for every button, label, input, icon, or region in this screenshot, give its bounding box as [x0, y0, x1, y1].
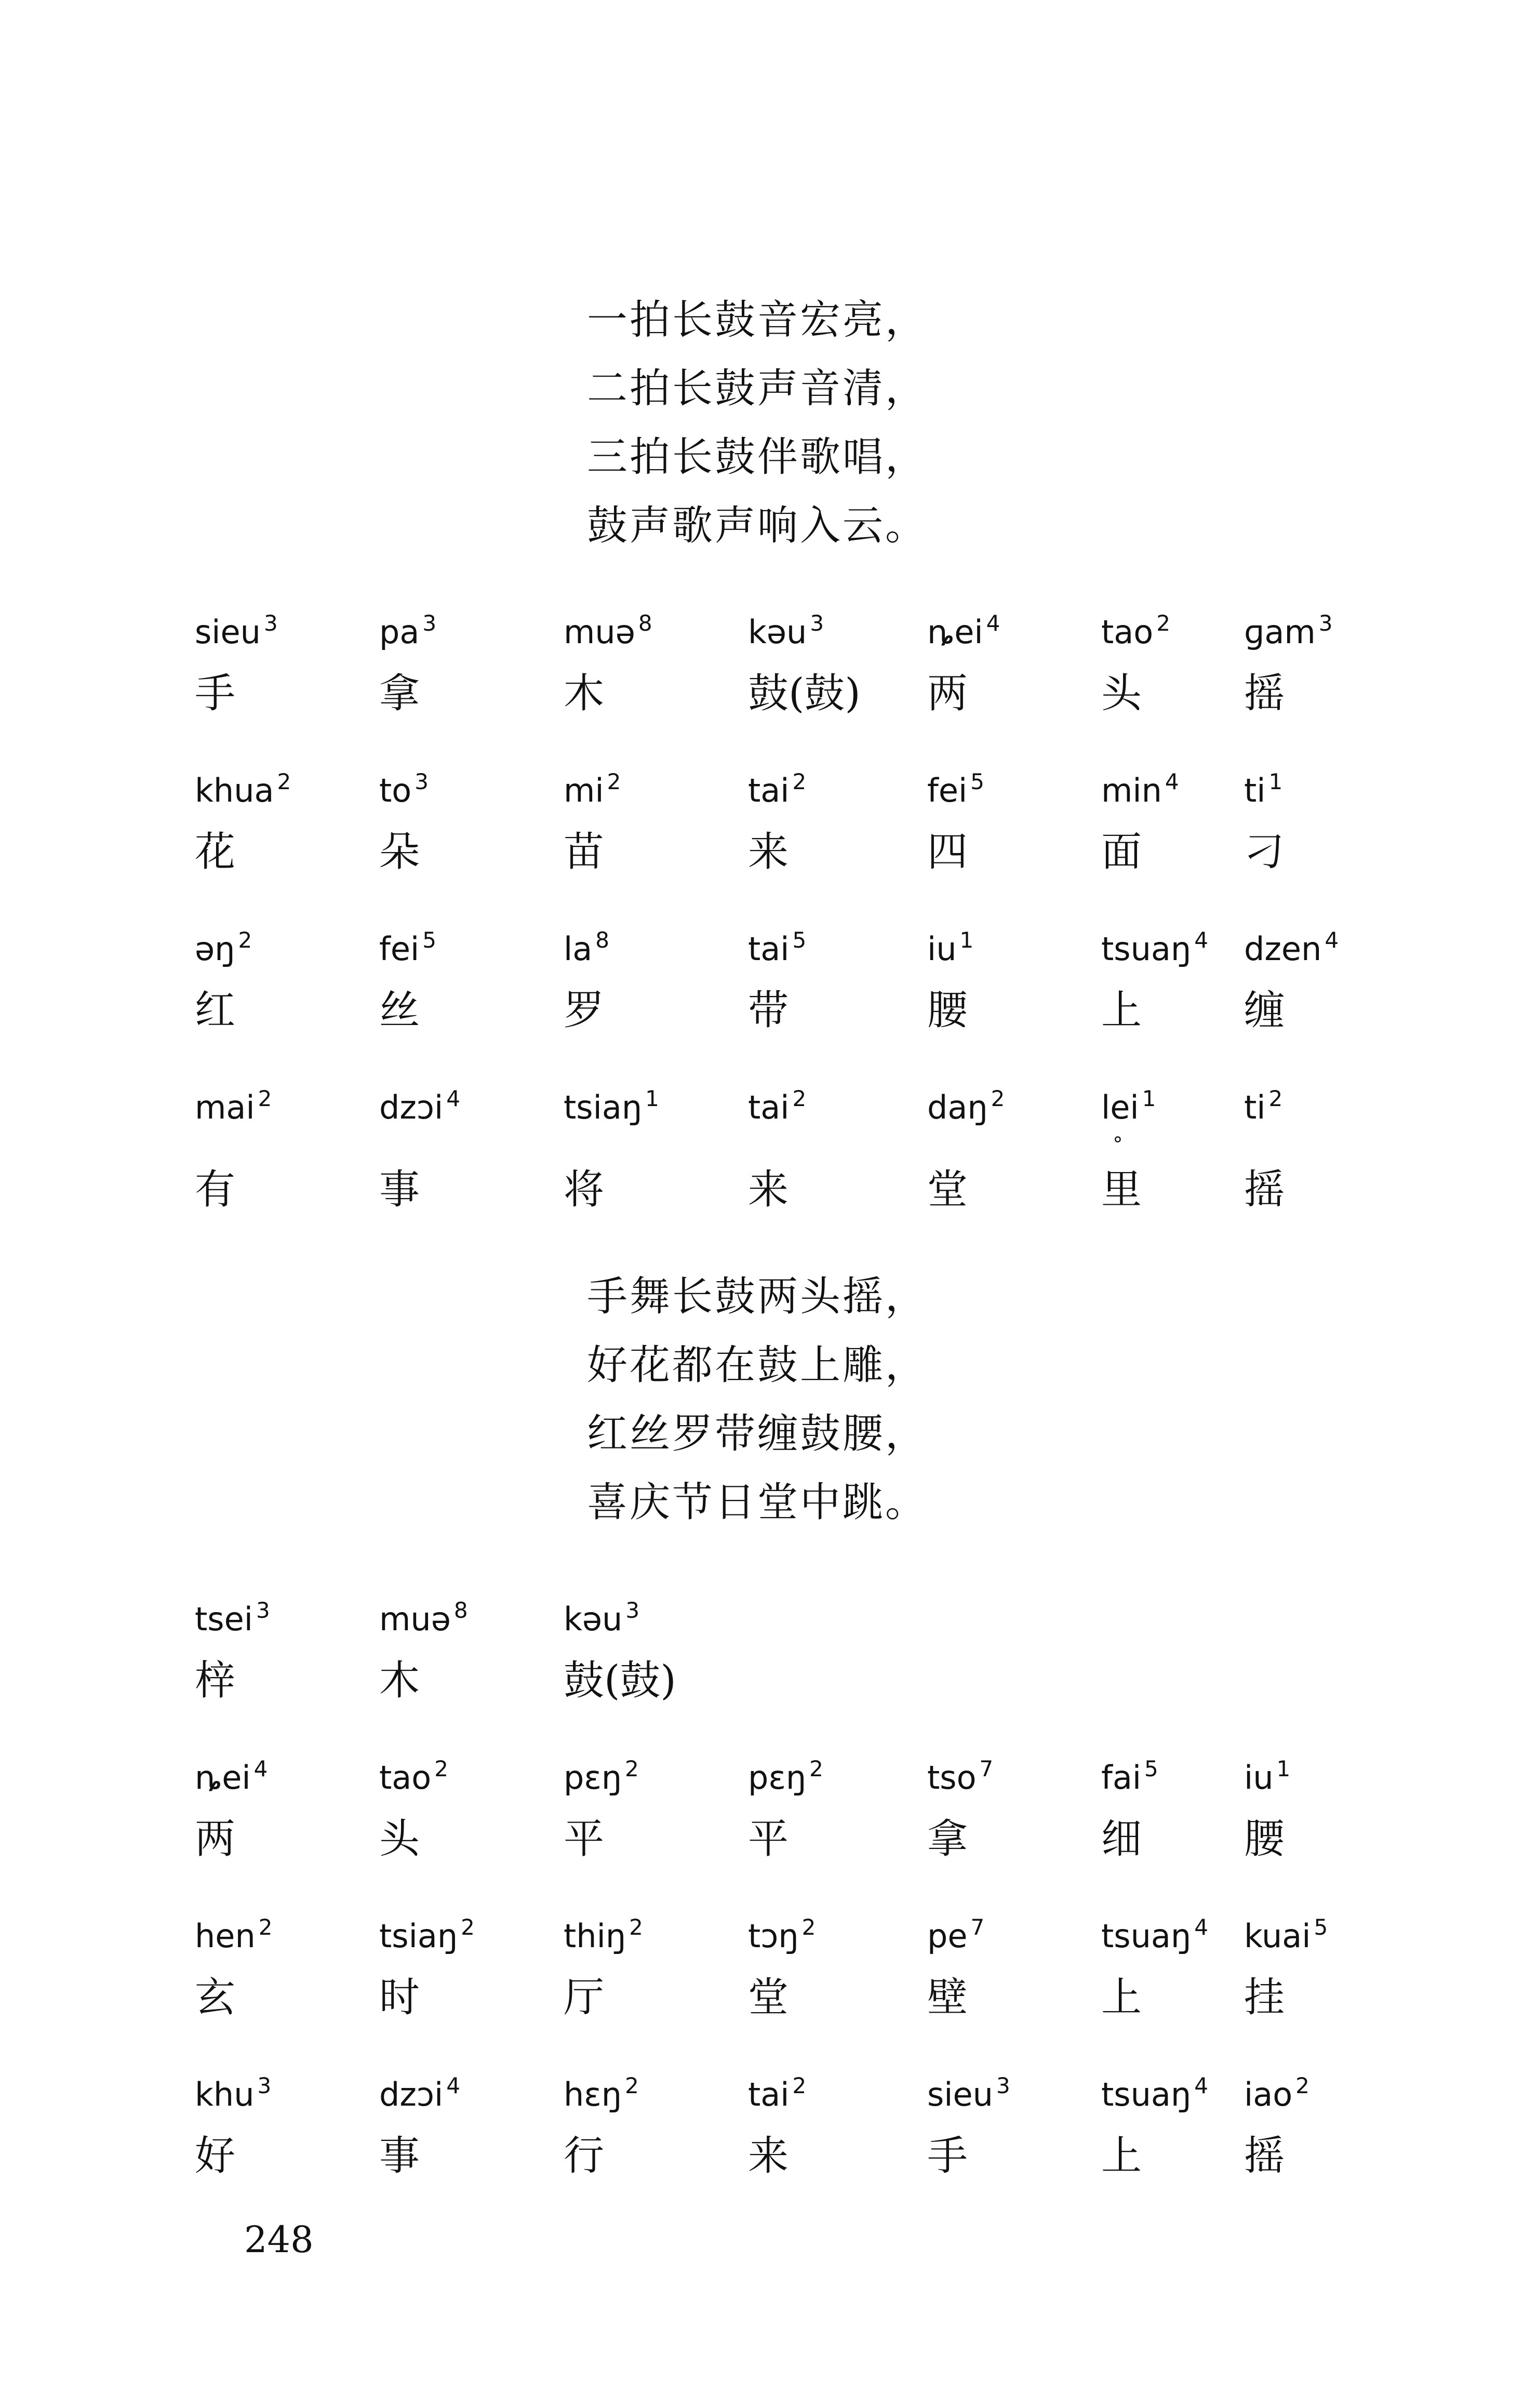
- gloss-cell: [1101, 2065, 1257, 2181]
- chinese-gloss: 有: [195, 1166, 236, 1213]
- gloss-cell: [195, 1590, 351, 1706]
- romanization: fai $^5$: [1101, 1756, 1158, 1797]
- romanization: thiŋ $^2$: [564, 1914, 643, 1955]
- tone-number: 1: [1268, 769, 1283, 794]
- tone-number: 2: [238, 927, 252, 953]
- romanization: hɛŋ $^2$: [564, 2073, 639, 2113]
- gloss-cell: [1101, 920, 1257, 1035]
- tone-number: 2: [434, 1756, 448, 1781]
- tone-number: 3: [422, 610, 437, 636]
- chinese-gloss: 上: [1101, 987, 1142, 1034]
- gloss-cell: [927, 1907, 1083, 2023]
- romanization: pɛŋ $^2$: [748, 1756, 823, 1797]
- chinese-gloss: 梓: [195, 1657, 236, 1704]
- gloss-cell: [195, 920, 351, 1035]
- tone-number: 4: [986, 610, 1000, 636]
- tone-number: 8: [638, 610, 652, 636]
- romanization: tso $^7$: [927, 1756, 994, 1797]
- romanization: muə $^8$: [379, 1598, 468, 1638]
- tone-number: 3: [1318, 610, 1333, 636]
- page-number: 248: [244, 2218, 314, 2261]
- romanization: tsiaŋ $^1$: [564, 1086, 659, 1126]
- chinese-gloss: 丝: [379, 987, 420, 1034]
- romanization: tsiaŋ $^2$: [379, 1914, 475, 1955]
- gloss-cell: [748, 2065, 904, 2181]
- romanization: iu $^1$: [1244, 1756, 1291, 1797]
- tone-number: 2: [625, 1756, 639, 1781]
- gloss-cell: [379, 603, 535, 719]
- verse-line: 一拍长鼓音宏亮，: [587, 297, 928, 343]
- romanization: mai $^2$: [195, 1086, 272, 1126]
- chinese-gloss: 堂: [927, 1166, 968, 1213]
- chinese-gloss: 朵: [379, 829, 420, 875]
- gloss-cell: [379, 2065, 535, 2181]
- tone-number: 2: [792, 769, 807, 794]
- romanization: la $^8$: [564, 927, 609, 968]
- romanization: pe $^7$: [927, 1914, 985, 1955]
- chinese-gloss: 两: [195, 1816, 236, 1862]
- chinese-gloss: 平: [748, 1816, 789, 1862]
- chinese-gloss: 面: [1101, 829, 1142, 875]
- romanization: mi $^2$: [564, 769, 621, 809]
- gloss-cell: [748, 920, 904, 1035]
- romanization: kəu $^3$: [564, 1598, 640, 1638]
- romanization: iao $^2$: [1244, 2073, 1309, 2113]
- romanization: sieu $^3$: [927, 2073, 1010, 2113]
- chinese-gloss: 事: [379, 1166, 420, 1213]
- chinese-gloss: 刁: [1244, 829, 1285, 875]
- romanization: ti $^2$: [1244, 1086, 1283, 1126]
- tone-number: 2: [629, 1914, 643, 1940]
- tone-number: 5: [1314, 1914, 1328, 1940]
- romanization: daŋ $^2$: [927, 1086, 1005, 1126]
- gloss-cell: [564, 1078, 719, 1215]
- tone-number: 1: [645, 1086, 659, 1111]
- verse-line: 三拍长鼓伴歌唱，: [587, 434, 928, 481]
- romanization: tai $^5$: [748, 927, 807, 968]
- chinese-gloss: 细: [1101, 1816, 1142, 1862]
- tone-number: 5: [1144, 1756, 1158, 1781]
- chinese-gloss: 缠: [1244, 987, 1285, 1034]
- tone-number: 1: [1142, 1086, 1156, 1111]
- gloss-cell: [748, 761, 904, 877]
- romanization: hen $^2$: [195, 1914, 273, 1955]
- gloss-cell: [1244, 2065, 1400, 2181]
- romanization: ti $^1$: [1244, 769, 1283, 809]
- romanization: fei $^5$: [927, 769, 984, 809]
- romanization: lei $^1$: [1101, 1086, 1156, 1126]
- romanization: fei $^5$: [379, 927, 436, 968]
- tone-number: 7: [979, 1756, 994, 1781]
- gloss-cell: [195, 1748, 351, 1864]
- chinese-gloss: 带: [748, 987, 789, 1034]
- tone-number: 4: [1194, 927, 1208, 953]
- gloss-cell: [564, 761, 719, 877]
- gloss-cell: [1244, 920, 1400, 1035]
- chinese-gloss: 腰: [927, 987, 968, 1034]
- romanization: tai $^2$: [748, 1086, 807, 1126]
- tone-number: 4: [446, 2073, 460, 2098]
- chinese-gloss: 摇: [1244, 2133, 1285, 2179]
- tone-number: 4: [1194, 2073, 1208, 2098]
- tone-number: 3: [996, 2073, 1010, 2098]
- gloss-cell: [748, 603, 904, 719]
- verse-line: 喜庆节日堂中跳。: [587, 1479, 928, 1526]
- gloss-cell: [1101, 603, 1257, 719]
- gloss-cell: [748, 1907, 904, 2023]
- romanization: dzɔi $^4$: [379, 1086, 460, 1126]
- romanization: pɛŋ $^2$: [564, 1756, 639, 1797]
- chinese-gloss: 木: [564, 670, 605, 717]
- romanization: əŋ $^2$: [195, 927, 252, 968]
- chinese-gloss: 挂: [1244, 1974, 1285, 2021]
- chinese-gloss: 腰: [1244, 1816, 1285, 1862]
- tone-number: 2: [1268, 1086, 1283, 1111]
- gloss-cell: [379, 1748, 535, 1864]
- romanization: min $^4$: [1101, 769, 1179, 809]
- tone-number: 1: [959, 927, 974, 953]
- gloss-cell: [379, 1907, 535, 2023]
- chinese-gloss: 苗: [564, 829, 605, 875]
- gloss-cell: [564, 2065, 719, 2181]
- tone-number: 2: [277, 769, 291, 794]
- gloss-cell: [379, 1078, 535, 1215]
- chinese-gloss: 拿: [379, 670, 420, 717]
- tone-number: 2: [607, 769, 621, 794]
- chinese-gloss: 玄: [195, 1974, 236, 2021]
- gloss-cell: [379, 1590, 535, 1706]
- chinese-gloss: 将: [564, 1166, 605, 1213]
- verse-line: 手舞长鼓两头摇，: [587, 1273, 928, 1320]
- tone-number: 4: [446, 1086, 460, 1111]
- gloss-cell: [1244, 761, 1400, 877]
- gloss-cell: [1244, 1907, 1400, 2023]
- emphasis-mark: ∘: [1112, 1127, 1124, 1150]
- chinese-gloss: 里: [1101, 1166, 1142, 1213]
- chinese-gloss: 手: [195, 670, 236, 717]
- gloss-cell: [195, 2065, 351, 2181]
- romanization: tɔŋ $^2$: [748, 1914, 816, 1955]
- romanization: dzen $^4$: [1244, 927, 1339, 968]
- chinese-gloss: 红: [195, 987, 236, 1034]
- gloss-cell: [927, 1748, 1083, 1864]
- romanization: tsei $^3$: [195, 1598, 270, 1638]
- chinese-gloss: 鼓(鼓): [564, 1657, 676, 1704]
- chinese-gloss: 来: [748, 829, 789, 875]
- tone-number: 7: [970, 1914, 985, 1940]
- romanization: tai $^2$: [748, 769, 807, 809]
- romanization: tao $^2$: [379, 1756, 448, 1797]
- gloss-cell: [1101, 1748, 1257, 1864]
- chinese-gloss: 上: [1101, 2133, 1142, 2179]
- verse-block-1: [587, 286, 928, 560]
- romanization: pa $^3$: [379, 610, 437, 651]
- romanization: sieu $^3$: [195, 610, 278, 651]
- tone-number: 2: [792, 2073, 807, 2098]
- gloss-cell: [564, 1907, 719, 2023]
- tone-number: 4: [253, 1756, 268, 1781]
- tone-number: 3: [256, 1598, 270, 1623]
- chinese-gloss: 堂: [748, 1974, 789, 2021]
- chinese-gloss: 时: [379, 1974, 420, 2021]
- chinese-gloss: 两: [927, 670, 968, 717]
- verse-line: 鼓声歌声响入云。: [587, 502, 928, 549]
- gloss-cell: [195, 1078, 351, 1215]
- romanization: tai $^2$: [748, 2073, 807, 2113]
- gloss-cell: [195, 1907, 351, 2023]
- gloss-cell: [1101, 761, 1257, 877]
- romanization: muə $^8$: [564, 610, 652, 651]
- chinese-gloss: 好: [195, 2133, 236, 2179]
- tone-number: 2: [792, 1086, 807, 1111]
- romanization: iu $^1$: [927, 927, 974, 968]
- romanization: tsuaŋ $^4$: [1101, 1914, 1208, 1955]
- gloss-cell: [564, 1590, 719, 1706]
- romanization: tsuaŋ $^4$: [1101, 927, 1208, 968]
- gloss-cell: [1101, 1907, 1257, 2023]
- gloss-cell: [379, 761, 535, 877]
- verse-line: 红丝罗带缠鼓腰，: [587, 1411, 928, 1457]
- romanization: dzɔi $^4$: [379, 2073, 460, 2113]
- gloss-cell: [564, 1748, 719, 1864]
- chinese-gloss: 摇: [1244, 1166, 1285, 1213]
- tone-number: 3: [257, 2073, 272, 2098]
- gloss-cell: [1101, 1078, 1257, 1215]
- romanization: khua $^2$: [195, 769, 291, 809]
- gloss-cell: [927, 2065, 1083, 2181]
- gloss-cell: [564, 920, 719, 1035]
- chinese-gloss: 四: [927, 829, 968, 875]
- verse-line: 二拍长鼓声音清，: [587, 365, 928, 412]
- chinese-gloss: 来: [748, 1166, 789, 1213]
- chinese-gloss: 鼓(鼓): [748, 670, 861, 717]
- romanization: kəu $^3$: [748, 610, 824, 651]
- tone-number: 4: [1325, 927, 1339, 953]
- romanization: ȵei $^4$: [927, 610, 1000, 651]
- tone-number: 2: [258, 1086, 272, 1111]
- romanization: ɡam $^3$: [1244, 610, 1333, 651]
- gloss-cell: [927, 920, 1083, 1035]
- chinese-gloss: 木: [379, 1657, 420, 1704]
- romanization: khu $^3$: [195, 2073, 272, 2113]
- romanization: to $^3$: [379, 769, 429, 809]
- chinese-gloss: 事: [379, 2133, 420, 2179]
- tone-number: 8: [595, 927, 609, 953]
- tone-number: 2: [801, 1914, 816, 1940]
- chinese-gloss: 头: [379, 1816, 420, 1862]
- tone-number: 1: [1276, 1756, 1291, 1781]
- tone-number: 3: [810, 610, 824, 636]
- tone-number: 2: [1295, 2073, 1309, 2098]
- gloss-cell: [748, 1748, 904, 1864]
- romanization: tao $^2$: [1101, 610, 1170, 651]
- gloss-cell: [564, 603, 719, 719]
- tone-number: 2: [258, 1914, 273, 1940]
- tone-number: 3: [625, 1598, 640, 1623]
- gloss-cell: [748, 1078, 904, 1215]
- romanization: kuai $^5$: [1244, 1914, 1328, 1955]
- tone-number: 5: [422, 927, 436, 953]
- chinese-gloss: 厅: [564, 1974, 605, 2021]
- tone-number: 2: [809, 1756, 823, 1781]
- chinese-gloss: 花: [195, 829, 236, 875]
- tone-number: 5: [970, 769, 984, 794]
- chinese-gloss: 摇: [1244, 670, 1285, 717]
- chinese-gloss: 壁: [927, 1974, 968, 2021]
- chinese-gloss: 来: [748, 2133, 789, 2179]
- tone-number: 3: [263, 610, 278, 636]
- gloss-cell: [1244, 1748, 1400, 1864]
- romanization: ȵei $^4$: [195, 1756, 268, 1797]
- gloss-cell: [927, 761, 1083, 877]
- gloss-cell: [927, 1078, 1083, 1215]
- tone-number: 2: [1156, 610, 1170, 636]
- tone-number: 3: [415, 769, 429, 794]
- tone-number: 2: [991, 1086, 1005, 1111]
- gloss-cell: [1244, 1078, 1400, 1215]
- tone-number: 2: [461, 1914, 475, 1940]
- tone-number: 4: [1165, 769, 1179, 794]
- tone-number: 4: [1194, 1914, 1208, 1940]
- gloss-cell: [379, 920, 535, 1035]
- chinese-gloss: 头: [1101, 670, 1142, 717]
- gloss-cell: [195, 603, 351, 719]
- verse-block-2: [587, 1262, 928, 1537]
- gloss-cell: [927, 603, 1083, 719]
- chinese-gloss: 手: [927, 2133, 968, 2179]
- chinese-gloss: 平: [564, 1816, 605, 1862]
- chinese-gloss: 上: [1101, 1974, 1142, 2021]
- verse-line: 好花都在鼓上雕，: [587, 1342, 928, 1389]
- chinese-gloss: 罗: [564, 987, 605, 1034]
- tone-number: 5: [792, 927, 807, 953]
- gloss-cell: [1244, 603, 1400, 719]
- chinese-gloss: 行: [564, 2133, 605, 2179]
- tone-number: 8: [453, 1598, 468, 1623]
- chinese-gloss: 拿: [927, 1816, 968, 1862]
- tone-number: 2: [625, 2073, 639, 2098]
- romanization: tsuaŋ $^4$: [1101, 2073, 1208, 2113]
- gloss-cell: [195, 761, 351, 877]
